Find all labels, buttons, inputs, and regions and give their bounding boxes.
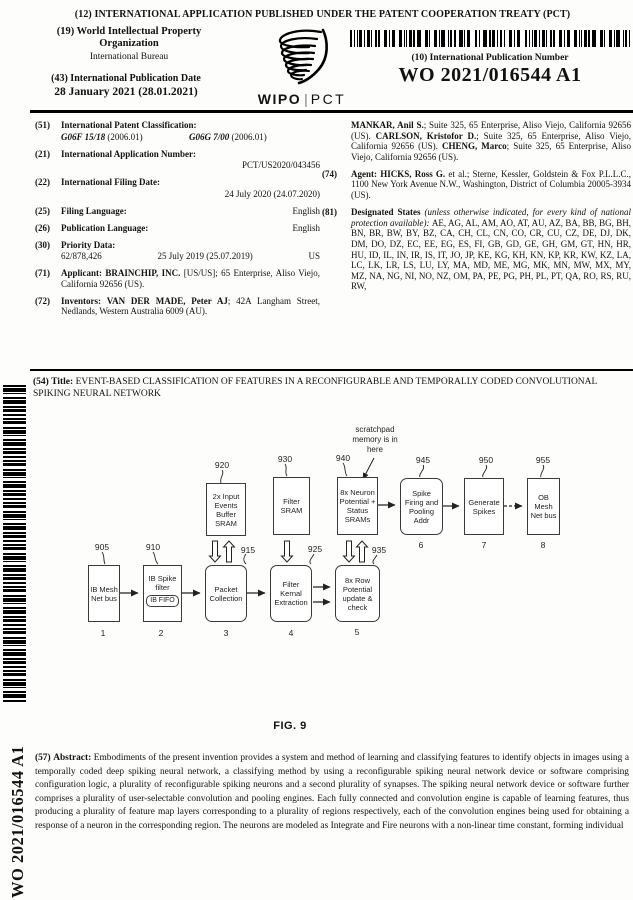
filing-date: 24 July 2020 (24.07.2020) (224, 188, 320, 199)
figure-box-filter-kernal-extraction (270, 565, 312, 622)
side-barcode (3, 385, 26, 703)
annotation-line: memory is in (352, 435, 398, 444)
stage-number-1: 1 (100, 628, 106, 638)
field-number: (30) (35, 240, 50, 251)
title-label: Title: (51, 377, 74, 387)
applicant-name: BRAINCHIP, INC. (105, 267, 181, 278)
wipo-swirl-icon (273, 27, 331, 85)
publication-number: WO 2021/016544 A1 (398, 64, 582, 86)
annotation-line: here (366, 445, 383, 454)
inventor-address: ; Suite 325, 65 Enterprise, Aliso Viejo, California 92656 (US). (351, 120, 631, 141)
box-label: Filter SRAM (280, 497, 303, 515)
field-number: (81) (322, 207, 337, 218)
inventors-continuation (322, 120, 631, 162)
field-label: Priority Data: (61, 240, 116, 251)
figure-9-diagram (0, 425, 633, 675)
field-label: Publication Language: (61, 223, 149, 234)
treaty-line: (12) INTERNATIONAL APPLICATION PUBLISHED UNDER THE PATENT COOPERATION TREATY (PCT) (74, 9, 571, 20)
priority-country: US (308, 250, 320, 261)
wipo-logo (248, 27, 356, 107)
inventor-name: MANKAR, Anil S. (351, 120, 424, 130)
ipc-code: G06F 15/18 (61, 131, 106, 142)
publication-date-block (36, 73, 216, 99)
ipc-year: (2006.01) (231, 131, 267, 142)
ref-910: 910 (145, 542, 161, 552)
figure-box-filter-sram (273, 477, 310, 535)
wipo-wordmark: WIPO (257, 91, 302, 107)
box-label: OB Mesh Net bus (530, 493, 557, 520)
figure-box-ib-fifo: IB FIFO (146, 595, 179, 607)
biblio-left-column (35, 120, 320, 323)
field-51-classification (35, 120, 320, 142)
org-name-line2: Organization (99, 38, 159, 49)
field-label: International Patent Classification: (61, 120, 197, 130)
field-71-applicant (35, 268, 320, 289)
field-label: International Filing Date: (61, 177, 160, 188)
figure-box-spike-firing-pooling-addr (400, 478, 443, 535)
pct-wordmark: PCT (310, 91, 347, 107)
field-72-inventors (35, 296, 320, 317)
field-number: (21) (35, 148, 50, 159)
publication-language: English (292, 223, 320, 234)
figure-box-neuron-potential-status-srams (337, 477, 378, 535)
figure-box-ib-spike-filter (143, 565, 182, 622)
barcode (350, 30, 630, 47)
applicant-address: [US/US]; 65 Enterprise, Aliso Viejo, California 92656 (US). (61, 267, 320, 289)
stage-number-5: 5 (354, 627, 360, 637)
box-label: IB Mesh Net bus (90, 584, 118, 603)
biblio-right-column (322, 120, 631, 298)
ref-925: 925 (307, 544, 323, 554)
abstract-label: Abstract: (53, 753, 92, 763)
box-label: Spike Firing and Pooling Addr (404, 488, 439, 525)
abstract (35, 752, 629, 834)
wipo-pct-wordmark (248, 91, 356, 107)
field-74-agent (322, 169, 631, 201)
figure-box-ob-mesh-net-bus (527, 478, 560, 535)
stage-number-3: 3 (223, 628, 229, 638)
figure-box-row-potential-update-check (335, 565, 380, 622)
field-label: Inventors: (61, 295, 101, 306)
ref-920: 920 (214, 460, 230, 470)
figure-box-input-events-buffer-sram (206, 483, 246, 536)
agent-address: et al.; Sterne, Kessler, Goldstein & Fox P.L.L.C., 1100 New York Avenue N.W., Washington, District of Columbia 20005-3934 (US). (351, 168, 632, 201)
stage-number-6: 6 (418, 540, 424, 550)
stage-number-2: 2 (158, 628, 164, 638)
inventor-name: CHENG, Marco (441, 141, 507, 152)
figure-caption: FIG. 9 (273, 720, 307, 732)
inventor-name: CARLSON, Kristofor D. (375, 130, 477, 141)
designated-states-note: (unless otherwise indicated, for every kind of national protection available): (351, 207, 632, 228)
box-label: 8x Row Potential update & check (342, 575, 373, 612)
field-number: (22) (35, 177, 50, 188)
title-block (33, 377, 630, 400)
field-26-publication-language (35, 223, 320, 234)
ref-930: 930 (277, 454, 293, 464)
publication-date-label: (43) International Publication Date (51, 73, 201, 84)
stage-number-4: 4 (288, 628, 294, 638)
international-bureau: International Bureau (89, 52, 169, 62)
abstract-text: Embodiments of the present invention provides a system and method of learning and classifying features to identify objects in images using a temporally coded deep spiking neural network, a classifying method by using a reconfigurable spiking neural network device or software comprising configuration logic, a plurality of reconfigurable spiking neurons and a second plurality of synapses. The spiking neural network device or software further comprises a plurality of user-selectable convolution and pooling engines. Each fully connected and convolution engine is capable of learning features, thus producing a plurality of feature map layers corresponding to a plurality of regions respectively, each of the convolution engines being used for obtaining a response of a neuron in the corresponding region. The neurons are modeled as Integrate and Fire neurons with a non-linear time constant, forming individual (35, 753, 630, 831)
inventor-address: ; Suite 325, 65 Enterprise, Aliso Viejo, California 92656 (US). (351, 130, 631, 152)
box-label: Packet Collection (209, 584, 243, 603)
field-number: (26) (35, 223, 50, 234)
wordmark-separator: | (304, 91, 308, 107)
publication-date: 28 January 2021 (28.01.2021) (54, 86, 198, 98)
ref-950: 950 (478, 455, 494, 465)
agent-name: HICKS, Ross G. (380, 168, 446, 179)
ref-905: 905 (94, 542, 110, 552)
annotation-line: scratchpad (355, 425, 395, 434)
publication-number-label: (10) International Publication Number (411, 53, 569, 63)
title-divider (30, 369, 633, 371)
side-publication-number: WO 2021/016544 A1 (8, 745, 27, 898)
org-name-line1: (19) World Intellectual Property (56, 26, 202, 37)
stage-number-8: 8 (540, 540, 546, 550)
field-number: (57) (35, 753, 51, 763)
field-label: International Application Number: (61, 148, 197, 159)
inventor-address: ; Suite 325, 65 Enterprise, Aliso Viejo, California 92656 (US). (351, 141, 631, 162)
invention-title: EVENT-BASED CLASSIFICATION OF FEATURES IN A RECONFIGURABLE AND TEMPORALLY CODED CONVOLUTIONAL SPIKING NEURAL NETWORK (33, 377, 597, 399)
ref-935: 935 (371, 545, 387, 555)
wipo-org-block (44, 26, 214, 63)
stage-number-7: 7 (481, 540, 487, 550)
field-22-filing-date (35, 177, 320, 199)
box-label: 2x Input Events Buffer SRAM (212, 491, 240, 528)
filing-language: English (292, 206, 320, 217)
ref-955: 955 (535, 455, 551, 465)
ref-940: 940 (335, 453, 351, 463)
field-label: Applicant: (61, 267, 103, 278)
field-number: (71) (35, 267, 50, 278)
box-label: Filter Kernal Extraction (274, 580, 308, 607)
application-number: PCT/US2020/043456 (241, 160, 320, 171)
inventor-address: ; 42A Langham Street, Nedlands, Western Australia 6009 (AU). (61, 295, 321, 317)
priority-application-number: 62/878,426 (61, 250, 102, 261)
field-number: (51) (35, 120, 50, 130)
box-label: IB Spike filter (148, 574, 177, 592)
figure-box-generate-spikes (464, 478, 504, 535)
field-21-application-number (35, 149, 320, 171)
ipc-code: G06G 7/00 (189, 131, 230, 142)
figure-box-ib-mesh-net-bus (88, 565, 120, 622)
priority-date: 25 July 2019 (25.07.2019) (157, 250, 253, 261)
field-30-priority-data (35, 240, 320, 261)
field-label: Agent: (351, 168, 377, 179)
ref-915: 915 (240, 545, 256, 555)
box-label: Generate Spikes (468, 497, 500, 516)
ref-945: 945 (415, 455, 431, 465)
field-label: Filing Language: (61, 206, 127, 217)
scratchpad-annotation (338, 425, 412, 455)
figure-box-packet-collection (205, 565, 247, 622)
field-number: (25) (35, 206, 50, 217)
field-number: (72) (35, 295, 50, 306)
field-25-filing-language (35, 206, 320, 217)
field-number: (74) (322, 168, 337, 179)
box-label: 8x Neuron Potential + Status SRAMs (339, 488, 376, 524)
header-divider (30, 110, 633, 113)
designated-states-list: AE, AG, AL, AM, AO, AT, AU, AZ, BA, BB, BG, BH, BN, BR, BW, BY, BZ, CA, CH, CL, CN, CO, CR, CU, CZ, DE, DJ, DK, DM, DO, DZ, EC, EE, EG, ES, FI, GB, GD, GE, GH, GM, GT, HN, HR, HU, ID, IL, IN, IR, IS, IT, JO, JP, KE, KG, KH, KN, KP, KR, KW, KZ, LA, LC, LK, LR, LS, LU, LY, MA, MD, ME, MG, MK, MN, MW, MX, MY, MZ, NA, NG, NI, NO, NZ, OM, PA, PE, PG, PH, PL, PT, QA, RO, RS, RU, RW, (351, 217, 631, 292)
field-81-designated-states (322, 207, 631, 292)
ipc-year: (2006.01) (107, 131, 143, 142)
field-number: (54) (33, 377, 49, 387)
inventor-name: VAN DER MADE, Peter AJ (106, 295, 228, 306)
field-label: Designated States (351, 207, 421, 218)
